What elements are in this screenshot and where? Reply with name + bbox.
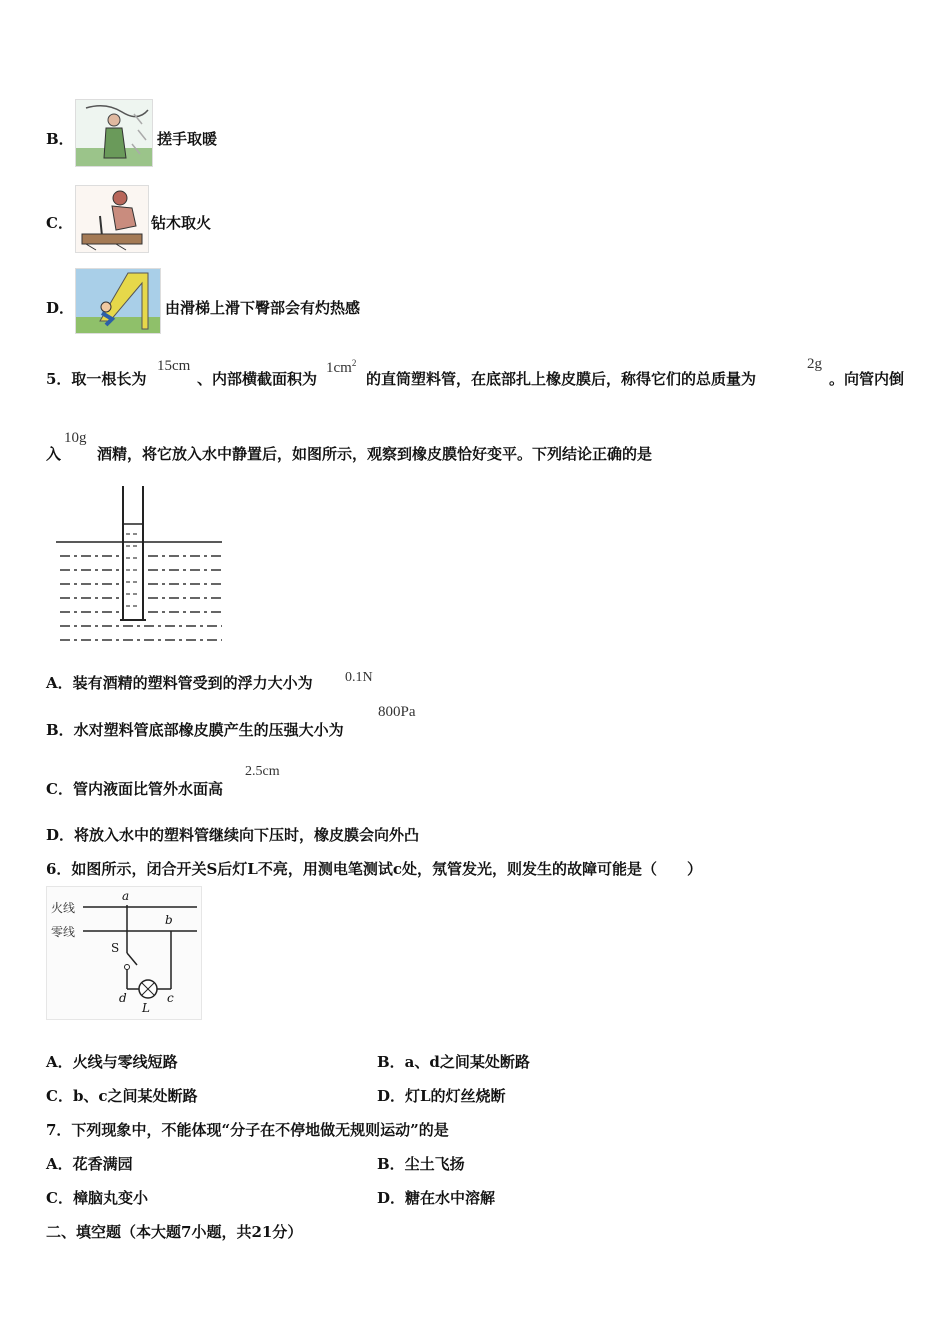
q4-option-d-label: D． <box>46 299 75 317</box>
drilling-wood-image <box>75 185 149 253</box>
tube-in-water-figure <box>56 484 226 646</box>
q5-option-b-value: 800Pa <box>378 704 416 720</box>
point-a-label: a <box>122 889 130 903</box>
q6-option-d: D．灯L的灯丝烧断 <box>377 1087 506 1105</box>
section-two-heading: 二、填空题（本大题7小题，共21分） <box>46 1223 303 1241</box>
lamp-l-label: L <box>142 1001 150 1015</box>
q4-option-c-label: C． <box>46 214 73 232</box>
q5-stem-part4: 。向管内倒 <box>829 370 905 388</box>
q6-stem: 6．如图所示，闭合开关S后灯L不亮，用测电笔测试c处，氖管发光，则发生的故障可能是（ ） <box>46 860 702 878</box>
q5-stem-part6: 酒精，将它放入水中静置后，如图所示，观察到橡皮膜恰好变平。下列结论正确的是 <box>97 445 653 463</box>
q5-option-a-value: 0.1N <box>345 670 373 685</box>
q6-option-b: B．a、d之间某处断路 <box>377 1053 530 1071</box>
q5-alcohol-value: 10g <box>64 430 87 446</box>
q4-option-c-text: 钻木取火 <box>151 214 212 232</box>
q4-option-d-text: 由滑梯上滑下臀部会有灼热感 <box>165 299 361 317</box>
q5-option-a: A．装有酒精的塑料管受到的浮力大小为 <box>46 674 313 692</box>
slide-image <box>75 268 161 334</box>
q5-stem-part2: 、内部横截面积为 <box>197 370 318 388</box>
point-b-label: b <box>165 913 173 927</box>
q5-option-c-value: 2.5cm <box>245 764 280 779</box>
q5-option-b: B．水对塑料管底部橡皮膜产生的压强大小为 <box>46 721 344 739</box>
q4-option-b-label: B． <box>46 130 74 148</box>
q5-stem-part1: 5．取一根长为 <box>46 370 147 388</box>
q5-stem-part3: 的直筒塑料管，在底部扎上橡皮膜后，称得它们的总质量为 <box>366 370 757 388</box>
neutral-wire-label: 零线 <box>51 925 76 939</box>
q5-option-c: C．管内液面比管外水面高 <box>46 780 223 798</box>
q5-length-value: 15cm <box>157 358 191 374</box>
circuit-figure <box>46 886 202 1020</box>
q5-stem-part5: 入 <box>46 445 62 463</box>
q6-option-a: A．火线与零线短路 <box>46 1053 178 1071</box>
point-d-label: d <box>119 991 127 1005</box>
q5-option-d: D．将放入水中的塑料管继续向下压时，橡皮膜会向外凸 <box>46 826 420 844</box>
point-c-label: c <box>167 991 174 1005</box>
q7-option-a: A．花香满园 <box>46 1155 133 1173</box>
q7-option-d: D．糖在水中溶解 <box>377 1189 496 1207</box>
q4-option-b-text: 搓手取暖 <box>157 130 218 148</box>
q7-option-b: B．尘土飞扬 <box>377 1155 465 1173</box>
live-wire-label: 火线 <box>51 901 76 915</box>
q6-option-c: C．b、c之间某处断路 <box>46 1087 198 1105</box>
q7-option-c: C．樟脑丸变小 <box>46 1189 148 1207</box>
rubbing-hands-image <box>75 99 153 167</box>
q5-mass-value: 2g <box>807 356 822 372</box>
switch-s-label: S <box>111 941 120 955</box>
q7-stem: 7．下列现象中，不能体现“分子在不停地做无规则运动”的是 <box>46 1121 449 1139</box>
q5-area-value: $1cm^2$ <box>326 358 357 376</box>
